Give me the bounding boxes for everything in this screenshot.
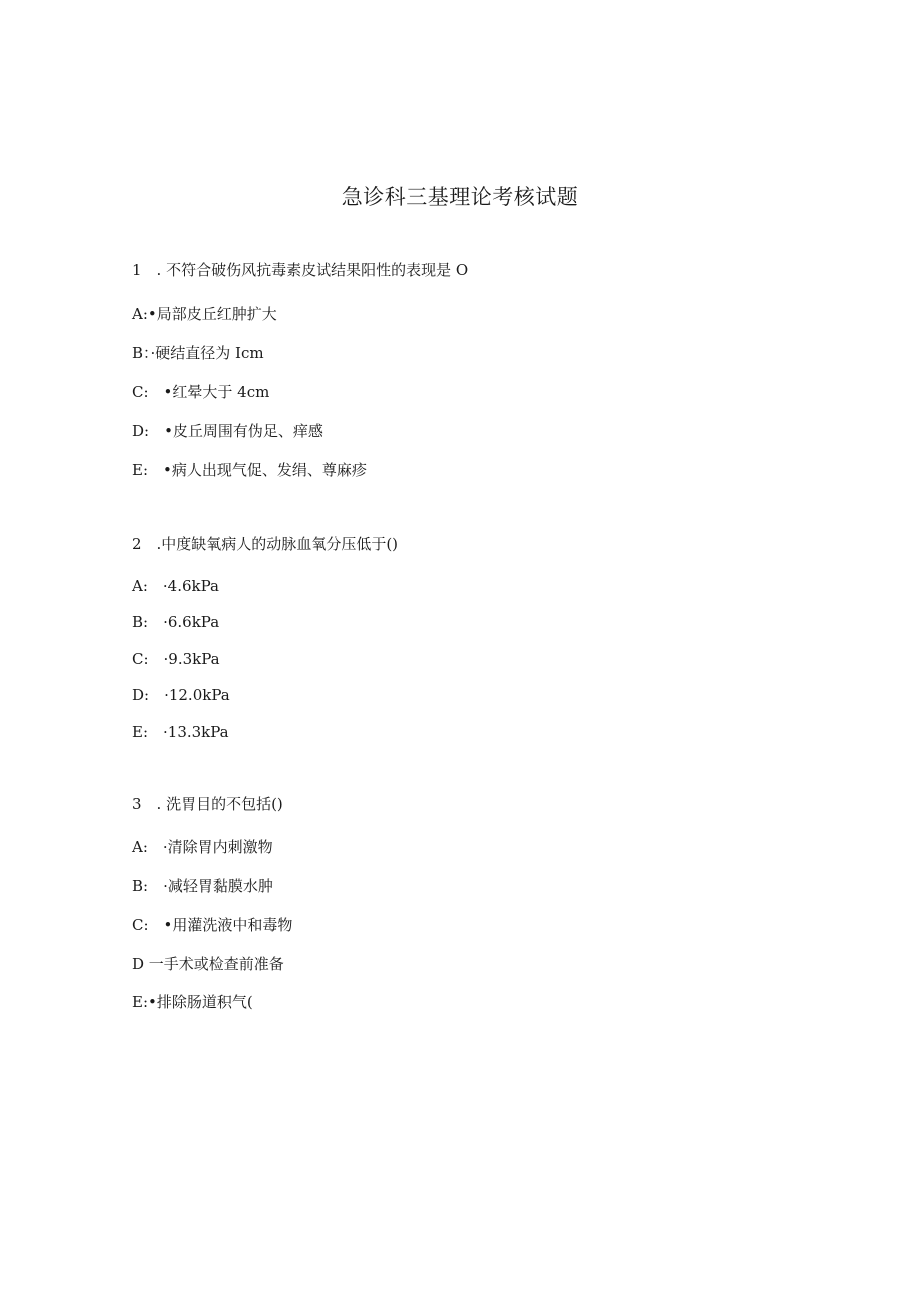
question-2-option-c: C: ·9.3kPa [132,650,220,668]
question-1-option-b: B：·硬结直径为 Icm [132,344,264,362]
question-3-option-d: D 一手术或检查前准备 [132,955,284,973]
question-3-option-c: C: •用灌洗液中和毒物 [132,916,293,934]
question-1-option-c: C: •红晕大于 4cm [132,383,270,401]
question-2-stem: 2 .中度缺氧病人的动脉血氧分压低于() [132,535,399,553]
question-2-option-d: D: ·12.0kPa [132,686,230,704]
question-3-option-a: A: ·清除胃内刺激物 [132,838,273,856]
question-1-stem: 1 . 不符合破伤风抗毒素皮试结果阳性的表现是 O [132,261,469,279]
question-3-option-e: E:•排除肠道积气( [132,993,253,1011]
question-1-option-a: A:•局部皮丘红肿扩大 [132,305,277,323]
question-2-option-b: B: ·6.6kPa [132,613,220,631]
question-2-option-e: E: ·13.3kPa [132,723,229,741]
question-3-option-b: B: ·减轻胃黏膜水肿 [132,877,273,895]
question-3-stem: 3 . 洗胃目的不包括() [132,795,283,813]
question-1-option-d: D: •皮丘周围有伪足、痒感 [132,422,323,440]
exam-title: 急诊科三基理论考核试题 [341,185,579,209]
question-2-option-a: A: ·4.6kPa [132,577,219,595]
question-1-option-e: E: •病人出现气促、发绢、尊麻疹 [132,461,367,479]
